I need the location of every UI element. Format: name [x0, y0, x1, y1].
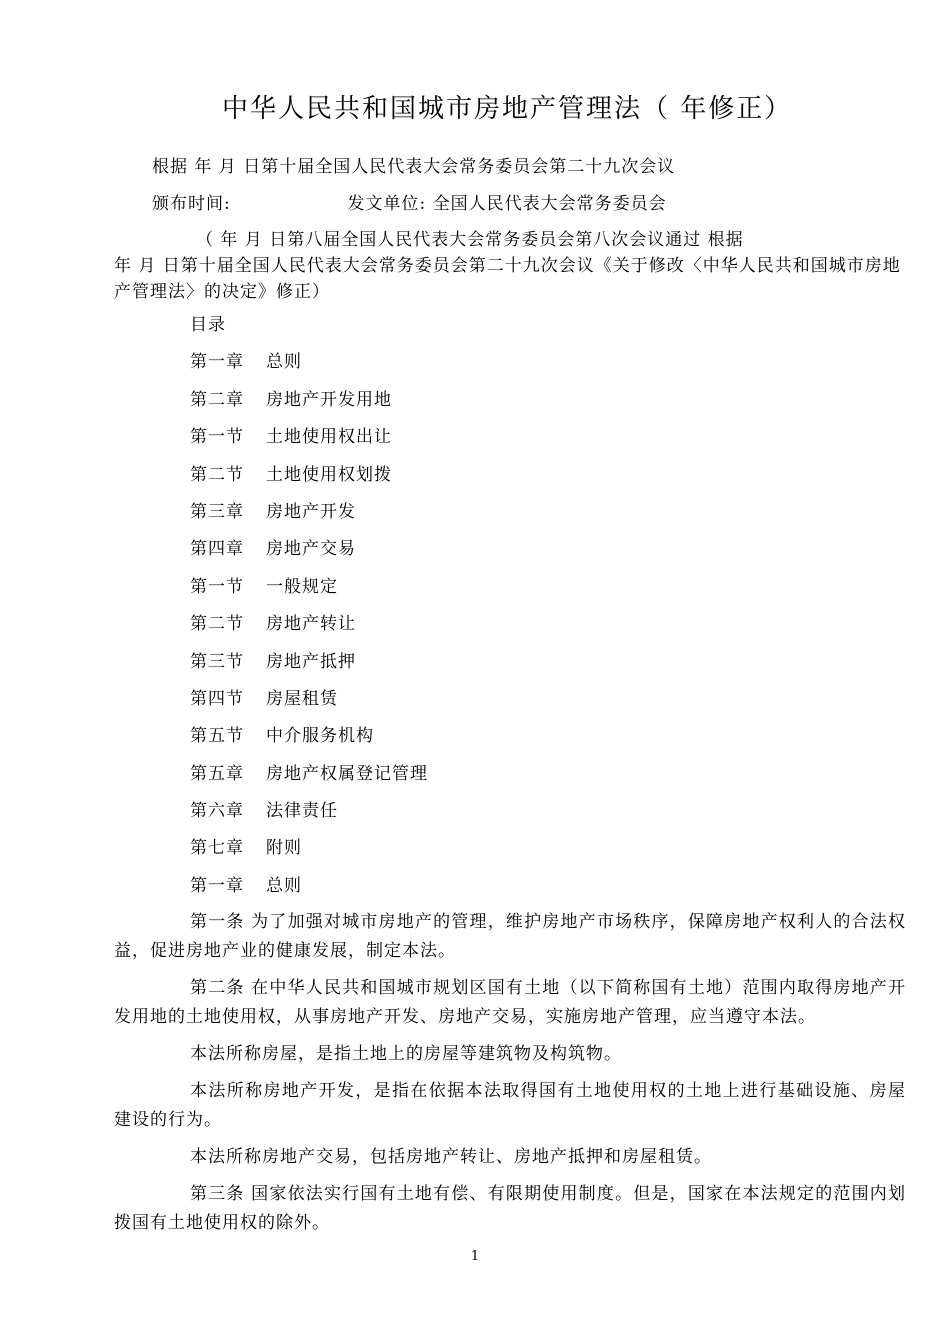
- toc-item: 第七章 附则: [190, 838, 302, 859]
- amendment-basis-line: 根据 年 月 日第十届全国人民代表大会常务委员会第二十九次会议: [152, 157, 676, 177]
- issuing-unit-label: 发文单位:: [347, 194, 427, 214]
- toc-item: 第五章 房地产权属登记管理: [190, 763, 428, 784]
- toc-item: 第一章 总则: [190, 352, 302, 373]
- issuing-unit-value: 全国人民代表大会常务委员会: [432, 194, 667, 214]
- toc-heading: 目录: [190, 315, 226, 335]
- toc-item: 第四节 房屋租赁: [190, 688, 338, 709]
- toc-item: 第二节 土地使用权划拨: [190, 464, 392, 485]
- document-body: [114, 908, 906, 1246]
- toc-item: 第二节 房地产转让: [190, 614, 356, 635]
- article-paragraph: 本法所称房屋，是指土地上的房屋等建筑物及构筑物。: [190, 1044, 622, 1064]
- revision-note: [114, 227, 906, 305]
- toc-item: 第五节 中介服务机构: [190, 726, 374, 747]
- article-paragraph: 第二条 在中华人民共和国城市规划区国有土地（以下简称国有土地）范围内取得房地产开发用地的土地使用权，从事房地产开发、房地产交易，实施房地产管理，应当遵守本法。: [114, 978, 906, 1027]
- toc-item: 第一节 一般规定: [190, 576, 338, 597]
- chapter-heading: 第一章 总则: [190, 875, 302, 896]
- toc-item: 第二章 房地产开发用地: [190, 389, 392, 410]
- document-title: 中华人民共和国城市房地产管理法（ 年修正）: [222, 94, 793, 124]
- toc-item: 第三章 房地产开发: [190, 501, 356, 522]
- article-paragraph: 第三条 国家依法实行国有土地有偿、有限期使用制度。但是，国家在本法规定的范围内划拨国有土地使用权的除外。: [114, 1184, 906, 1233]
- toc-item: 第六章 法律责任: [190, 801, 338, 822]
- issue-date-label: 颁布时间:: [152, 194, 231, 214]
- toc-item: 第四章 房地产交易: [190, 539, 356, 560]
- toc-item: 第一节 土地使用权出让: [190, 427, 392, 448]
- article-paragraph: 本法所称房地产开发，是指在依据本法取得国有土地使用权的土地上进行基础设施、房屋建设的行为。: [114, 1081, 906, 1130]
- article-paragraph: 本法所称房地产交易，包括房地产转让、房地产抵押和房屋租赁。: [190, 1147, 712, 1167]
- page-number: 1: [470, 1249, 480, 1264]
- toc-item: 第三节 房地产抵押: [190, 651, 356, 672]
- revision-note-line-1: （ 年 月 日第八届全国人民代表大会常务委员会第八次会议通过 根据: [196, 230, 744, 250]
- revision-note-line-2: 年 月 日第十届全国人民代表大会常务委员会第二十九次会议《关于修改〈中华人民共和国城市房地产管理法〉的决定》修正）: [114, 256, 901, 302]
- article-paragraph: 第一条 为了加强对城市房地产的管理，维护房地产市场秩序，保障房地产权利人的合法权益，促进房地产业的健康发展，制定本法。: [114, 912, 906, 961]
- table-of-contents: [190, 312, 428, 910]
- issue-info-line: [152, 189, 667, 214]
